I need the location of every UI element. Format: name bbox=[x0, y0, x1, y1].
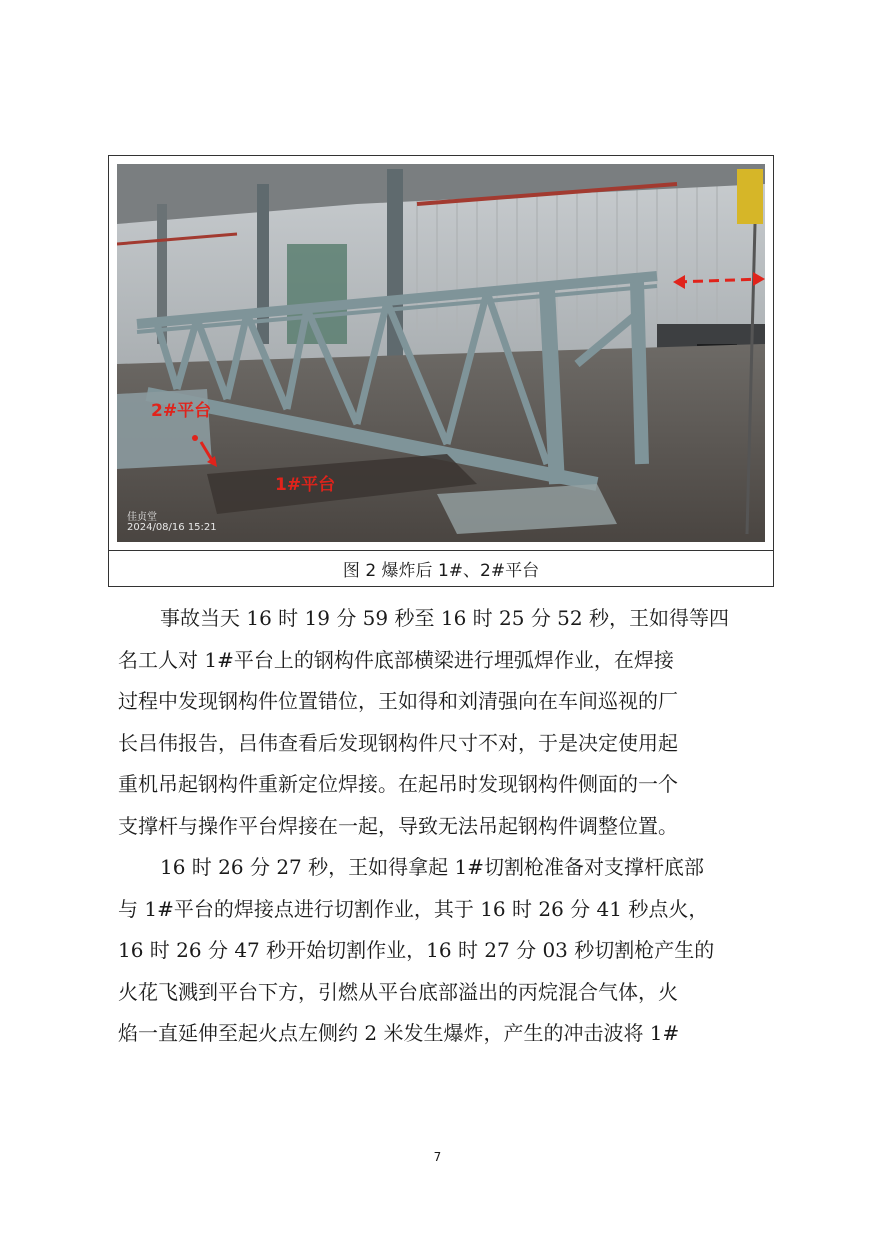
platform-1-label: 1#平台 bbox=[275, 475, 336, 495]
paragraph-line: 焰一直延伸至起火点左侧约 2 米发生爆炸，产生的冲击波将 1# bbox=[118, 1021, 680, 1045]
paragraph-line: 重机吊起钢构件重新定位焊接。在起吊时发现钢构件侧面的一个 bbox=[118, 772, 678, 796]
watermark-text: 佳贞堂 bbox=[127, 512, 157, 523]
platform-2-label: 2#平台 bbox=[151, 401, 212, 421]
paragraph-line: 长吕伟报告，吕伟查看后发现钢构件尺寸不对，于是决定使用起 bbox=[118, 730, 678, 755]
photo-timestamp: 2024/08/16 15:21 bbox=[127, 522, 217, 533]
paragraph-line: 16 时 26 分 27 秒，王如得拿起 1#切割枪准备对支撑杆底部 bbox=[160, 855, 704, 879]
body-paragraphs bbox=[118, 598, 770, 1055]
figure-caption: 图 2 爆炸后 1#、2#平台 bbox=[342, 561, 540, 581]
figure-frame bbox=[108, 155, 774, 587]
paragraph-line: 火花飞溅到平台下方，引燃从平台底部溢出的丙烷混合气体，火 bbox=[118, 979, 678, 1004]
paragraph-line: 支撑杆与操作平台焊接在一起，导致无法吊起钢构件调整位置。 bbox=[118, 813, 678, 838]
figure-caption-row bbox=[109, 550, 773, 586]
factory-photo-graphic bbox=[117, 164, 765, 542]
page-number: 7 bbox=[433, 1150, 442, 1164]
factory-photo bbox=[117, 164, 765, 542]
paragraph-line: 事故当天 16 时 19 分 59 秒至 16 时 25 分 52 秒，王如得等四 bbox=[160, 606, 729, 630]
paragraph-line: 与 1#平台的焊接点进行切割作业，其于 16 时 26 分 41 秒点火， bbox=[118, 896, 709, 921]
paragraph-line: 16 时 26 分 47 秒开始切割作业，16 时 27 分 03 秒切割枪产生的 bbox=[118, 938, 715, 962]
paragraph-line: 过程中发现钢构件位置错位，王如得和刘清强向在车间巡视的厂 bbox=[118, 689, 678, 713]
paragraph-line: 名工人对 1#平台上的钢构件底部横梁进行埋弧焊作业，在焊接 bbox=[118, 647, 674, 672]
